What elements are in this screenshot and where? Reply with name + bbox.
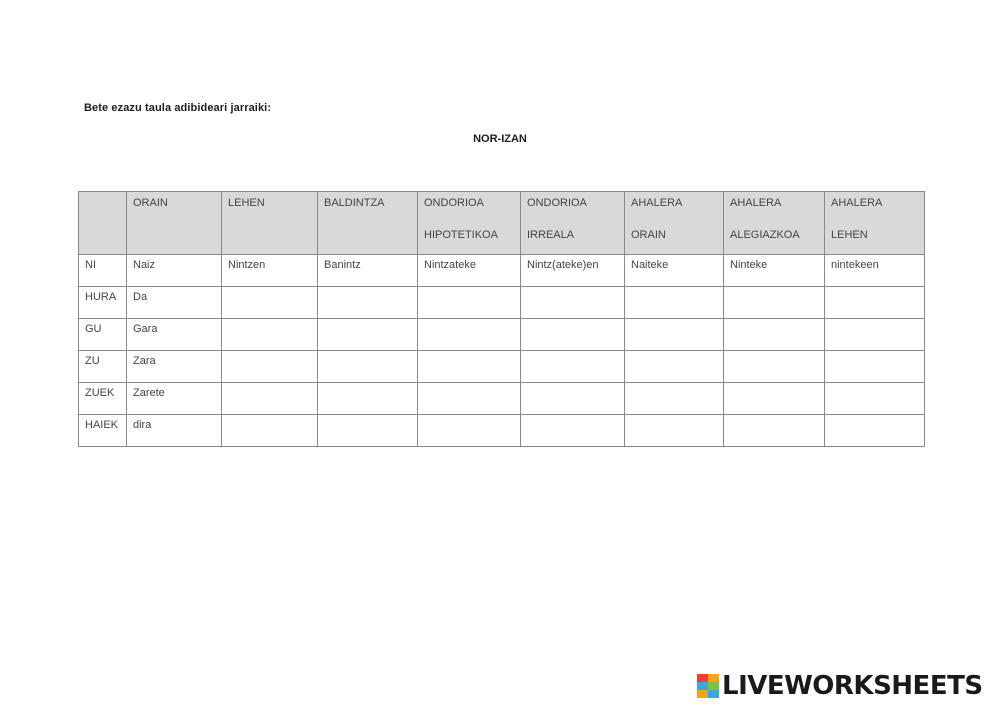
row-label-cell: NI: [79, 255, 127, 287]
row-label-cell: ZUEK: [79, 383, 127, 415]
row-label-cell: HAIEK: [79, 415, 127, 447]
value-cell: Gara: [127, 319, 222, 351]
column-header: [127, 192, 222, 255]
column-header: [724, 192, 825, 255]
answer-cell[interactable]: [625, 415, 724, 447]
logo-block: [697, 690, 708, 698]
column-header-line1: ORAIN: [133, 197, 168, 209]
value-cell: dira: [127, 415, 222, 447]
answer-cell[interactable]: [222, 287, 318, 319]
column-header: [418, 192, 521, 255]
table-title: NOR-IZAN: [473, 133, 527, 145]
value-cell: Da: [127, 287, 222, 319]
answer-cell[interactable]: [418, 415, 521, 447]
value-cell: Nintzen: [222, 255, 318, 287]
logo-blocks-icon: [697, 674, 719, 698]
row-label-cell: HURA: [79, 287, 127, 319]
logo-block: [697, 674, 708, 682]
column-header-line1: AHALERA: [831, 197, 883, 209]
value-cell: nintekeen: [825, 255, 925, 287]
answer-cell[interactable]: [825, 319, 925, 351]
answer-cell[interactable]: [521, 351, 625, 383]
logo-text: LIVEWORKSHEETS: [722, 671, 983, 701]
column-header-line2: LEHEN: [831, 229, 868, 241]
table-body: [79, 255, 925, 447]
answer-cell[interactable]: [724, 383, 825, 415]
column-header-line2: HIPOTETIKOA: [424, 229, 498, 241]
answer-cell[interactable]: [521, 319, 625, 351]
answer-cell[interactable]: [825, 351, 925, 383]
row-label-cell: GU: [79, 319, 127, 351]
answer-cell[interactable]: [521, 287, 625, 319]
column-header: [318, 192, 418, 255]
answer-cell[interactable]: [825, 287, 925, 319]
answer-cell[interactable]: [625, 319, 724, 351]
value-cell: Nintzateke: [418, 255, 521, 287]
table-row: [79, 351, 925, 383]
column-header-line1: AHALERA: [730, 197, 782, 209]
answer-cell[interactable]: [318, 351, 418, 383]
column-header: [521, 192, 625, 255]
table-row: [79, 383, 925, 415]
answer-cell[interactable]: [418, 319, 521, 351]
logo-block: [697, 682, 708, 690]
answer-cell[interactable]: [625, 287, 724, 319]
conjugation-table: [78, 191, 925, 447]
answer-cell[interactable]: [418, 351, 521, 383]
column-header: [79, 192, 127, 255]
answer-cell[interactable]: [222, 319, 318, 351]
column-header-line1: AHALERA: [631, 197, 683, 209]
value-cell: Naiteke: [625, 255, 724, 287]
table-row: [79, 287, 925, 319]
answer-cell[interactable]: [222, 351, 318, 383]
answer-cell[interactable]: [418, 287, 521, 319]
answer-cell[interactable]: [318, 319, 418, 351]
answer-cell[interactable]: [724, 319, 825, 351]
table-row: [79, 319, 925, 351]
logo-block: [708, 674, 719, 682]
column-header-line2: IRREALA: [527, 229, 575, 241]
answer-cell[interactable]: [625, 383, 724, 415]
column-header-line2: ORAIN: [631, 229, 666, 241]
answer-cell[interactable]: [318, 415, 418, 447]
table-row: [79, 415, 925, 447]
row-label-cell: ZU: [79, 351, 127, 383]
answer-cell[interactable]: [825, 383, 925, 415]
column-header: [625, 192, 724, 255]
answer-cell[interactable]: [318, 287, 418, 319]
column-header-line2: ALEGIAZKOA: [730, 229, 800, 241]
logo-block: [708, 690, 719, 698]
column-header: [222, 192, 318, 255]
answer-cell[interactable]: [418, 383, 521, 415]
value-cell: Zarete: [127, 383, 222, 415]
answer-cell[interactable]: [521, 415, 625, 447]
answer-cell[interactable]: [724, 351, 825, 383]
answer-cell[interactable]: [521, 383, 625, 415]
answer-cell[interactable]: [724, 415, 825, 447]
column-header-line1: ONDORIOA: [527, 197, 587, 209]
instruction-text: Bete ezazu taula adibideari jarraiki:: [84, 102, 272, 114]
answer-cell[interactable]: [318, 383, 418, 415]
logo-block: [708, 682, 719, 690]
table-row: [79, 255, 925, 287]
answer-cell[interactable]: [825, 415, 925, 447]
answer-cell[interactable]: [724, 287, 825, 319]
answer-cell[interactable]: [625, 351, 724, 383]
value-cell: Zara: [127, 351, 222, 383]
header-row: [79, 192, 925, 255]
column-header: [825, 192, 925, 255]
column-header-line1: ONDORIOA: [424, 197, 484, 209]
answer-cell[interactable]: [222, 415, 318, 447]
column-header-line1: BALDINTZA: [324, 197, 385, 209]
value-cell: Banintz: [318, 255, 418, 287]
column-header-line1: LEHEN: [228, 197, 265, 209]
value-cell: Ninteke: [724, 255, 825, 287]
value-cell: Nintz(ateke)en: [521, 255, 625, 287]
liveworksheets-logo: [697, 673, 983, 699]
answer-cell[interactable]: [222, 383, 318, 415]
value-cell: Naiz: [127, 255, 222, 287]
